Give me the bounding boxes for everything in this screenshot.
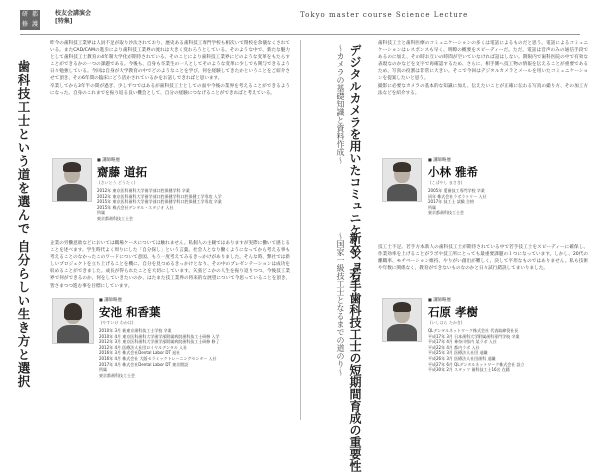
cv-line: 2017年 技工士 試験 合格 xyxy=(428,199,474,205)
cv-line: 2012年 3月 東京医科歯科大学歯学部附属病院歯科技工士研修 修了 xyxy=(99,339,220,345)
speaker-cv xyxy=(428,188,487,216)
cv-line: 平成17年 4月 神奈川県内 某ラボ 入社 xyxy=(428,339,497,345)
speaker-kana: (こばやし まさき) xyxy=(430,180,463,185)
intro-text: 昨今の歯科技工業界は人員不足が取り沙汰されており、歴史ある歯科技工専門学校も相次いで閉校を余儀なくされている。またCAD/CAMの進歩により歯科技工業界の流れは大きく変わろうとしている。そのような中で、新たな魅力として歯科技工士教育の4年制大学化が期待されている。そのことにより歯科技工業界にどのような変革をもたらすことができるかの一つの課題である。今後も、自身も卒業生の一人としてそのような変革に少しでも関与できるよう日々勉強している。今回は自身が大学教育の中でどのようなことを学び、何を経験してきたかということをご紹介させて頂き、その6年間の臨床にどう活かされているかをお話しできればと思います。 xyxy=(50,41,290,82)
speaker-name: 小林 雅希 xyxy=(428,165,479,179)
logo-char: 護 xyxy=(31,21,38,28)
header-rule xyxy=(20,34,580,35)
cv-line: 所属 xyxy=(99,367,107,373)
cv-line: 2015年 株式会社デンタル・スタジオ 入社 xyxy=(97,204,174,210)
left-title-top: 歯科技工士という道を選んで xyxy=(16,60,31,236)
speaker-kana: (さいとう どうたく) xyxy=(99,180,136,185)
cv-line: 2017年 4月 株式会社Dental Labor DT 東京開設 xyxy=(99,361,189,367)
right-title-1: デジタルカメラを用いたコミュニケーション xyxy=(348,44,362,284)
role-label: ■ 講師略歴 xyxy=(97,157,120,163)
series-tag: [特集] xyxy=(55,18,73,25)
speaker-photo-kobayashi xyxy=(382,158,422,202)
intro-paragraph xyxy=(50,40,290,97)
speaker-kana: (いしはら たかき) xyxy=(430,320,463,325)
cv-line: 平成25年 3月 医療法人社団 退職 xyxy=(428,350,488,356)
page-gutter xyxy=(300,40,301,420)
speaker-kana: (やすいけ わかは) xyxy=(101,320,134,325)
role-label: ■ 講師略歴 xyxy=(428,297,451,303)
speaker-photo-ishihara xyxy=(382,298,422,342)
left-title-bottom: 自分らしい生き方と選択 xyxy=(16,240,31,389)
right-title-2: 新卒、若手歯科技工士の短期間育成の重要性 xyxy=(348,232,362,472)
role-label: ■ 講師略歴 xyxy=(428,157,451,163)
cv-line: 2016年 4月 株式会社 大阪セラミックトレーニングセンター 入社 xyxy=(99,355,217,361)
cv-line: 東京都歯科技工士会 xyxy=(428,210,464,216)
para-text: 撮影に必要なカメラの基本的な知識に加え、伝えたいことが正確に伝わる写真の撮り方、その加工方法などを紹介する。 xyxy=(378,83,588,96)
cv-line: 2015年 東京医科歯科大学歯学部口腔保健学科口腔保健工学専攻 卒業 xyxy=(97,199,222,205)
cv-line: 2010年 3月 新東京歯科技工士学校 卒業 xyxy=(99,328,172,333)
cv-line: 2012年 東京医科歯科大学歯学部口腔保健学科 卒業 xyxy=(97,188,190,193)
cv-line: 2016年 3月 株式会社Dental Labor DT 退社 xyxy=(99,350,181,356)
cv-line: 2012年 東京医科歯科大学歯学部口腔保健学科口腔保健工学専攻 入学 xyxy=(97,193,222,199)
speaker-name: 石原 孝樹 xyxy=(428,305,479,319)
lecture-logo xyxy=(20,10,40,30)
cv-line: 同年 株式会社ラボラトリー 入社 xyxy=(428,193,487,199)
body-paragraph-2: 企業の労働意欲などにおいては職場ケースについては触れません。私個人の主観ではありますが実際に働いて感じることを述べます。学生時代よく周りにした「自分探し」という言葉。社会人となり働くようになってから考える事も考えることのなかったこのワードについて意図、もう一度考えてみるきっかけがありました。そんな時、弊社では新しいプロジェクトを立ち上げることを機に、自分を見つめるきっかけとなり、その中のプレゼンテーションは成功を収めることができました。成長が得られたことを大切にしています。矢張どこかの人生を振り返りつつ、今後技工業界で何ができるのか、何をしていきたいのか、はたまた技工業界の将来的な展望について今思っていることを頂き、皆さまつつ進む事を目標にしています。 xyxy=(50,241,290,289)
logo-char: 修 xyxy=(21,21,28,28)
speaker-photo-yasuike xyxy=(52,298,94,344)
body-paragraph-4: 技工士不足。若手方本新人の歯科技工士が期待されている中で若手技工士をスピーディーに確保し、作業効率を上げることがラボや技工所にとっても最重要課題の１つになっています。しかし、20代の離職率、モチベーション維持、やりがい創出が難しく、決して平坦なものではありません。私も技術や年数に関係なく、教育ができないものなのかと日々試行錯誤してまいりました。 xyxy=(378,245,588,272)
cv-line: 平成30年 2月 スタッフ 歯科技工士16名 在籍 xyxy=(428,367,510,373)
cv-line: QLデンタルネットワーク株式会社 代表取締役社長 xyxy=(428,328,519,333)
speaker-photo-saito xyxy=(52,158,92,202)
right-subtitle-2: 〜国家一級技工士となるまでの道のり〜 xyxy=(336,232,345,376)
logo-char: 都 xyxy=(31,11,38,18)
cv-line: 2005年 愛歯技工専門学校 卒業 xyxy=(428,188,485,193)
cv-line: 東京都歯科技工士会 xyxy=(97,215,133,221)
series-label xyxy=(55,10,91,26)
speaker-name: 齋藤 道拓 xyxy=(97,165,148,179)
speaker-name: 安池 和香葉 xyxy=(99,305,161,319)
speaker-cv xyxy=(428,328,524,373)
cv-line: 平成22年 4月 都内ラボ 入社 xyxy=(428,344,480,350)
logo-char: 研 xyxy=(21,11,28,18)
cv-line: 所属 xyxy=(428,204,436,210)
running-title: Tokyo master course Science Lecture xyxy=(300,11,469,19)
cv-line: 所属 xyxy=(97,210,105,216)
cv-line: 平成17年 3月 日本歯科大学附属歯科専門学校 卒業 xyxy=(428,333,520,339)
role-label: ■ 講師略歴 xyxy=(99,297,122,303)
body-paragraph-3 xyxy=(378,40,588,97)
cv-line: 2012年 4月 医療法人社団ロイヤルデンタル 入社 xyxy=(99,344,188,350)
right-subtitle-1: 〜カメラの基礎知識と資料作成〜 xyxy=(336,44,345,164)
series-line: 校友会講演会 xyxy=(55,10,92,17)
cv-line: 東京都歯科技工士会 xyxy=(99,372,135,378)
intro-text-2: 卒業してから3年半の間が過ぎ、少しずつではあるが歯科技工士としての面や今後の業界を考えることができるようになった。自身のこれまでを振り返る良い機会として、自分の経験につなげることができればと考えている。 xyxy=(50,83,290,96)
speaker-cv xyxy=(99,328,220,378)
speaker-cv xyxy=(97,188,222,222)
cv-line: 平成27年 6月 QLデンタルネットワーク株式会社 設立 xyxy=(428,361,525,367)
para-text: 歯科技工士と歯科医療のコミュニケーションの多くは電話によるものだと思う。電話によるコミュニケーションはレスポンスも早く、明瞭の概要をスピーディーだ。ただ、電話は音声のみの通信手段であるのに加え、その時お互いの時間が空いていなければ話はしない。期限内で歯科医院の中で有効な表現なのかなどを文字で再確認するため、さらに、相手側へ技工物の情報を伝えることが重要であるため、写真の役割は非常に大きい。そこで今回はデジタルカメラとメールを用いたコミュニケーションを提案したいと思う。 xyxy=(378,41,588,82)
cv-line: 2010年 4月 東京医科歯科大学歯学部附属病院歯科技工士研修 入学 xyxy=(99,333,220,339)
cv-line: 平成26年 3月 医療法人社団歯科 退職 xyxy=(428,355,496,361)
page-header xyxy=(0,0,600,34)
